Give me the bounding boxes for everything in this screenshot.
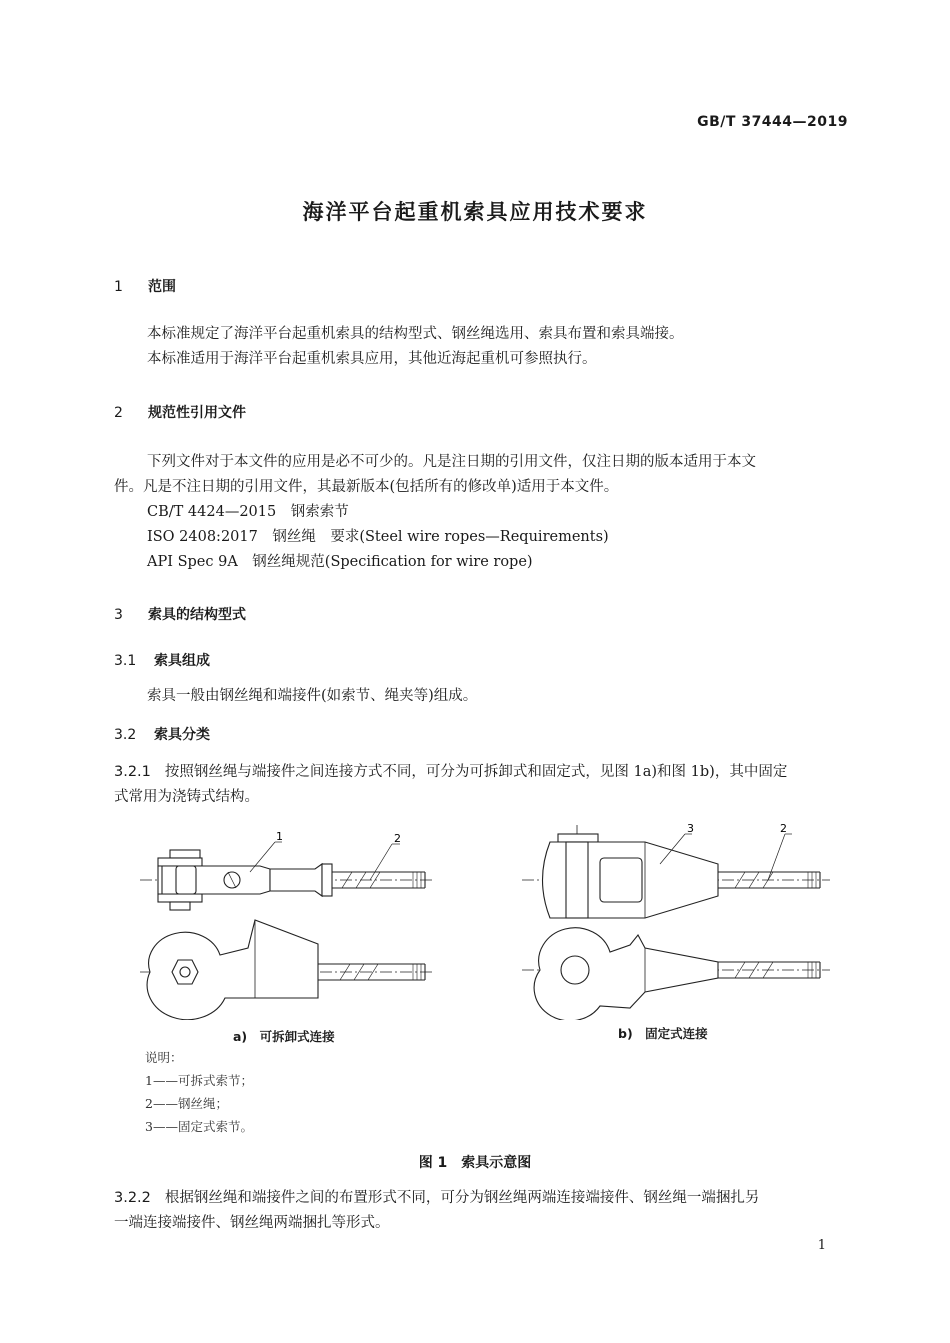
section-number: 3	[114, 607, 123, 623]
paragraph: 式常用为浇铸式结构。	[114, 789, 259, 805]
paragraph-text: 按照钢丝绳与端接件之间连接方式不同，可分为可拆卸式和固定式，见图 1a)和图 1b)，其中固定	[164, 764, 788, 780]
standard-code: GB/T 37444—2019	[697, 114, 848, 130]
callout-3: 3	[687, 822, 694, 835]
paragraph: 一端连接端接件、钢丝绳两端捆扎等形式。	[114, 1215, 390, 1231]
callout-2: 2	[394, 832, 401, 845]
legend-item: 3——固定式索节。	[145, 1119, 253, 1134]
figure-label-a: a) 可拆卸式连接	[233, 1029, 335, 1044]
rigging-figure	[130, 820, 840, 1020]
paragraph: 件。凡是不注日期的引用文件，其最新版本(包括所有的修改单)适用于本文件。	[114, 479, 619, 495]
callout-2: 2	[780, 822, 787, 835]
paragraph-number: 3.2.1	[114, 764, 151, 780]
paragraph	[114, 1186, 759, 1211]
legend-title: 说明：	[145, 1050, 183, 1065]
reference-item: API Spec 9A 钢丝绳规范(Specification for wire rope)	[147, 554, 533, 570]
paragraph-text: 根据钢丝绳和端接件之间的布置形式不同，可分为钢丝绳两端连接端接件、钢丝绳一端捆扎另	[164, 1190, 760, 1206]
document-title: 海洋平台起重机索具应用技术要求	[302, 200, 648, 224]
paragraph: 索具一般由钢丝绳和端接件(如索节、绳夹等)组成。	[147, 688, 478, 704]
section-number: 1	[114, 279, 123, 295]
section-number: 3.1	[114, 653, 137, 669]
section-title: 索具的结构型式	[148, 607, 246, 623]
page-number: 1	[817, 1238, 826, 1253]
legend-item: 1——可拆式索节；	[145, 1073, 253, 1088]
paragraph	[114, 760, 787, 785]
paragraph: 本标准规定了海洋平台起重机索具的结构型式、钢丝绳选用、索具布置和索具端接。	[147, 326, 684, 342]
section-number: 2	[114, 405, 123, 421]
legend-item: 2——钢丝绳；	[145, 1096, 228, 1111]
reference-item: CB/T 4424—2015 钢索索节	[147, 504, 349, 520]
section-title: 规范性引用文件	[148, 405, 246, 421]
callout-1: 1	[276, 830, 283, 843]
section-3-1-heading	[114, 650, 210, 670]
section-number: 3.2	[114, 727, 137, 743]
section-title: 索具组成	[154, 653, 210, 669]
figure-label-b: b) 固定式连接	[618, 1026, 708, 1041]
paragraph-number: 3.2.2	[114, 1190, 151, 1206]
section-3-heading	[114, 604, 246, 624]
paragraph: 下列文件对于本文件的应用是必不可少的。凡是注日期的引用文件，仅注日期的版本适用于本文	[147, 454, 756, 470]
section-title: 索具分类	[154, 727, 210, 743]
paragraph: 本标准适用于海洋平台起重机索具应用，其他近海起重机可参照执行。	[147, 351, 597, 367]
reference-item: ISO 2408:2017 钢丝绳 要求(Steel wire ropes—Requirements)	[147, 529, 609, 545]
section-3-2-heading	[114, 724, 210, 744]
section-1-heading	[114, 276, 176, 296]
section-title: 范围	[148, 279, 176, 295]
figure-caption: 图 1 索具示意图	[418, 1155, 532, 1171]
section-2-heading	[114, 402, 246, 422]
